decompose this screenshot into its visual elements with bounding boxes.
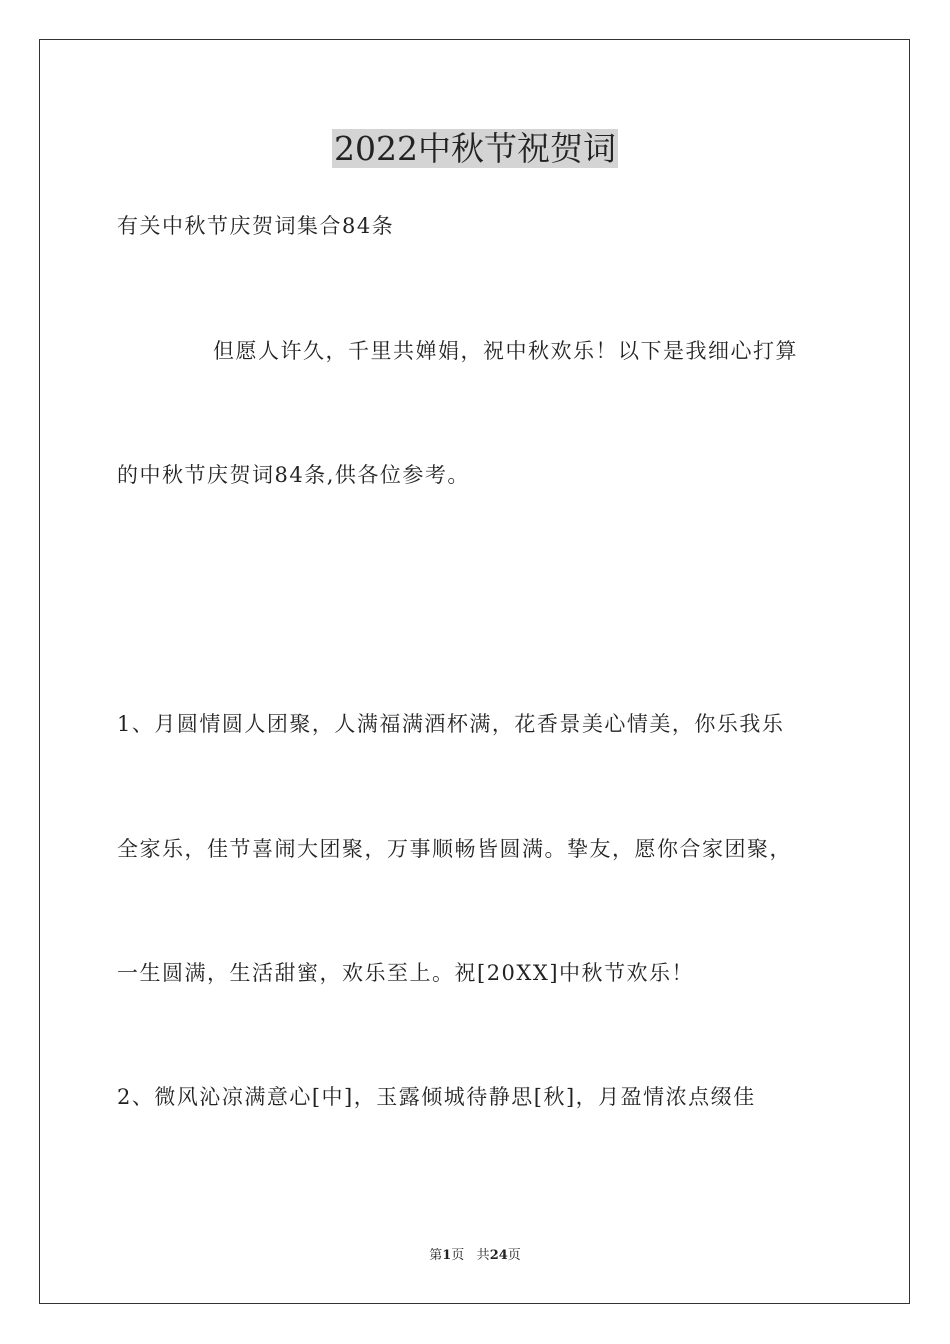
paragraph-line: 1、月圆情圆人团聚，人满福满酒杯满，花香景美心情美，你乐我乐 — [117, 712, 785, 736]
document-subtitle: 有关中秋节庆贺词集合84条 — [117, 214, 395, 238]
total-pages: 24 — [489, 1248, 508, 1263]
paragraph-line: 全家乐，佳节喜闹大团聚，万事顺畅皆圆满。挚友，愿你合家团聚， — [117, 837, 792, 861]
paragraph-line: 一生圆满，生活甜蜜，欢乐至上。祝[20XX]中秋节欢乐！ — [117, 961, 695, 985]
paragraph-line: 2、微风沁凉满意心[中]，玉露倾城待静思[秋]，月盈情浓点缀佳 — [117, 1085, 756, 1109]
document-title — [0, 128, 950, 170]
page-number: 1 — [442, 1248, 452, 1263]
paragraph-line: 但愿人许久，千里共婵娟，祝中秋欢乐！以下是我细心打算 — [213, 339, 798, 363]
page-footer — [0, 1247, 950, 1265]
page-prefix: 第 — [429, 1248, 443, 1263]
document-title-text: 2022中秋节祝贺词 — [334, 129, 616, 168]
total-suffix: 页 — [507, 1248, 521, 1263]
total-prefix: 共 — [476, 1248, 490, 1263]
page-suffix: 页 — [451, 1248, 465, 1263]
paragraph-line: 的中秋节庆贺词84条,供各位参考。 — [117, 463, 470, 487]
